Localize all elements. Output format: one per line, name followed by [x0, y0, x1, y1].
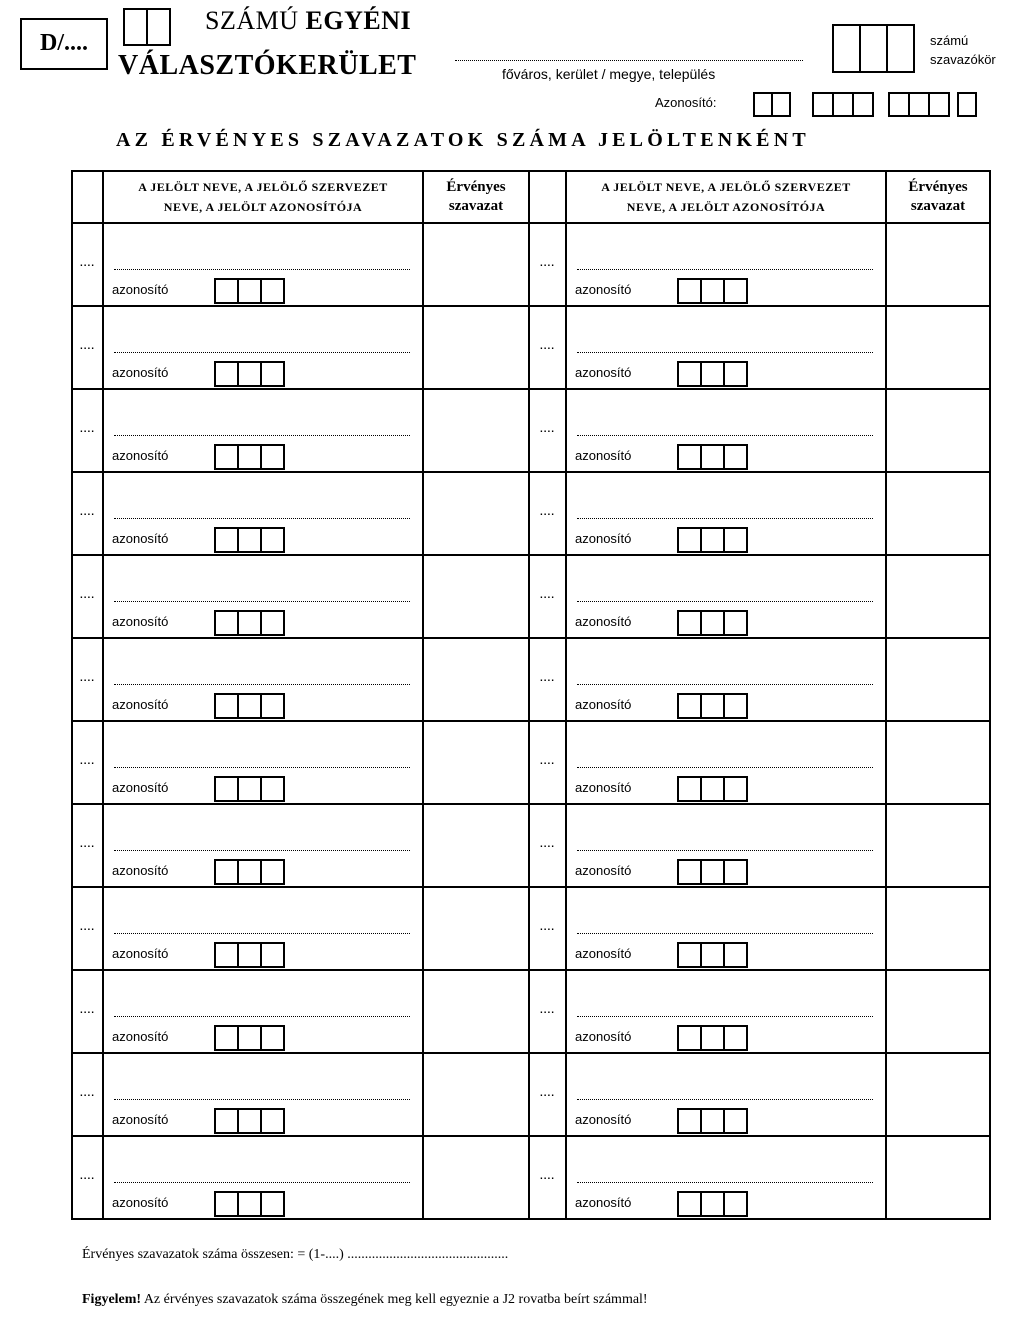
id-field-label: azonosító — [112, 780, 169, 795]
candidate-id-boxes[interactable] — [216, 693, 285, 719]
id-field-label: azonosító — [575, 1029, 632, 1044]
row-number-left[interactable]: .... — [72, 223, 103, 306]
candidate-id-boxes[interactable] — [679, 527, 748, 553]
candidate-id-boxes[interactable] — [679, 361, 748, 387]
table-row — [72, 1136, 990, 1219]
candidate-id-boxes[interactable] — [216, 278, 285, 304]
title-line-1: SZÁMÚ EGYÉNI — [205, 6, 412, 35]
row-number-right[interactable]: .... — [529, 472, 566, 555]
location-dotted-line[interactable] — [455, 60, 803, 61]
valid-votes-right[interactable] — [886, 970, 990, 1053]
id-field-label: azonosító — [575, 1112, 632, 1127]
candidate-id-boxes[interactable] — [216, 361, 285, 387]
candidate-id-boxes[interactable] — [679, 278, 748, 304]
header-number-left — [72, 171, 103, 223]
candidate-id-boxes[interactable] — [679, 444, 748, 470]
table-row — [72, 887, 990, 970]
row-number-left[interactable]: .... — [72, 804, 103, 887]
candidate-cell-left — [103, 306, 423, 389]
candidate-id-boxes[interactable] — [216, 859, 285, 885]
id-field-label: azonosító — [112, 863, 169, 878]
valid-votes-left[interactable] — [423, 472, 529, 555]
candidate-cell-right — [566, 638, 886, 721]
candidate-cell-right — [566, 223, 886, 306]
id-field-label: azonosító — [112, 365, 169, 380]
table-row — [72, 472, 990, 555]
id-field-label: azonosító — [575, 697, 632, 712]
candidate-cell-left — [103, 389, 423, 472]
station-number-boxes[interactable] — [832, 24, 915, 73]
row-number-left[interactable]: .... — [72, 306, 103, 389]
id-field-label: azonosító — [575, 614, 632, 629]
candidate-cell-right — [566, 306, 886, 389]
candidate-cell-left — [103, 721, 423, 804]
warning-note — [82, 1292, 648, 1308]
candidate-name-line[interactable] — [577, 352, 873, 353]
table-row — [72, 970, 990, 1053]
candidate-name-line[interactable] — [114, 518, 410, 519]
table-row — [72, 555, 990, 638]
id-field-label: azonosító — [112, 1029, 169, 1044]
candidate-cell-left — [103, 1053, 423, 1136]
valid-votes-left[interactable] — [423, 804, 529, 887]
valid-votes-right[interactable] — [886, 887, 990, 970]
header-votes-left: Érvényes szavazat — [423, 171, 529, 223]
candidate-cell-left — [103, 970, 423, 1053]
candidate-cell-left — [103, 472, 423, 555]
valid-votes-right[interactable] — [886, 472, 990, 555]
candidate-cell-right — [566, 1053, 886, 1136]
row-number-right[interactable]: .... — [529, 970, 566, 1053]
row-number-left[interactable]: .... — [72, 638, 103, 721]
valid-votes-left[interactable] — [423, 970, 529, 1053]
candidate-votes-table — [71, 170, 991, 1220]
table-row — [72, 804, 990, 887]
id-field-label: azonosító — [575, 780, 632, 795]
valid-votes-right[interactable] — [886, 1136, 990, 1219]
candidate-cell-right — [566, 721, 886, 804]
id-field-label: azonosító — [575, 531, 632, 546]
candidate-cell-right — [566, 555, 886, 638]
candidate-name-line[interactable] — [577, 518, 873, 519]
row-number-right[interactable]: .... — [529, 804, 566, 887]
row-number-right[interactable]: .... — [529, 555, 566, 638]
row-number-left[interactable]: .... — [72, 472, 103, 555]
candidate-id-boxes[interactable] — [216, 444, 285, 470]
id-field-label: azonosító — [112, 282, 169, 297]
candidate-name-line[interactable] — [114, 1099, 410, 1100]
candidate-id-boxes[interactable] — [679, 776, 748, 802]
candidate-id-boxes[interactable] — [679, 693, 748, 719]
district-code-label: D/.... — [40, 30, 88, 56]
candidate-name-line[interactable] — [114, 269, 410, 270]
candidate-name-line[interactable] — [577, 1182, 873, 1183]
candidate-cell-left — [103, 555, 423, 638]
header-name-right: A JELÖLT NEVE, A JELÖLŐ SZERVEZET NEVE, A JELÖLT AZONOSÍTÓJA — [566, 171, 886, 223]
row-number-right[interactable]: .... — [529, 1053, 566, 1136]
valid-votes-right[interactable] — [886, 223, 990, 306]
candidate-cell-right — [566, 472, 886, 555]
candidate-id-boxes[interactable] — [216, 1191, 285, 1217]
candidate-cell-right — [566, 970, 886, 1053]
candidate-cell-right — [566, 389, 886, 472]
id-field-label: azonosító — [112, 531, 169, 546]
candidate-name-line[interactable] — [577, 1016, 873, 1017]
id-label: Azonosító: — [655, 95, 717, 110]
valid-votes-left[interactable] — [423, 389, 529, 472]
id-field-label: azonosító — [575, 863, 632, 878]
candidate-id-boxes[interactable] — [679, 942, 748, 968]
candidate-id-boxes[interactable] — [216, 942, 285, 968]
table-row — [72, 223, 990, 306]
station-label-2: szavazókör — [930, 52, 996, 67]
title-line-2: VÁLASZTÓKERÜLET — [118, 50, 417, 81]
valid-votes-right[interactable] — [886, 721, 990, 804]
candidate-cell-left — [103, 223, 423, 306]
valid-votes-right[interactable] — [886, 804, 990, 887]
warning-text: Az érvényes szavazatok száma összegének meg kell egyeznie a J2 rovatba beírt számmal! — [141, 1292, 648, 1307]
candidate-id-boxes[interactable] — [216, 1108, 285, 1134]
candidate-cell-right — [566, 1136, 886, 1219]
row-number-right[interactable]: .... — [529, 638, 566, 721]
location-caption: főváros, kerület / megye, település — [502, 66, 716, 82]
row-number-left[interactable]: .... — [72, 1053, 103, 1136]
valid-votes-left[interactable] — [423, 887, 529, 970]
valid-votes-left[interactable] — [423, 1053, 529, 1136]
id-boxes-group-3[interactable] — [888, 92, 950, 117]
table-row — [72, 638, 990, 721]
warning-label: Figyelem! — [82, 1292, 142, 1307]
row-number-left[interactable]: .... — [72, 887, 103, 970]
valid-votes-left[interactable] — [423, 721, 529, 804]
candidate-cell-left — [103, 887, 423, 970]
valid-votes-left[interactable] — [423, 1136, 529, 1219]
id-field-label: azonosító — [112, 946, 169, 961]
candidate-name-line[interactable] — [114, 850, 410, 851]
candidate-cell-right — [566, 804, 886, 887]
candidate-name-line[interactable] — [577, 435, 873, 436]
valid-votes-right[interactable] — [886, 389, 990, 472]
id-field-label: azonosító — [112, 448, 169, 463]
valid-votes-right[interactable] — [886, 1053, 990, 1136]
district-number-boxes[interactable] — [123, 8, 171, 46]
id-boxes-group-1[interactable] — [753, 92, 791, 117]
candidate-id-boxes[interactable] — [679, 859, 748, 885]
row-number-right[interactable]: .... — [529, 223, 566, 306]
candidate-name-line[interactable] — [577, 933, 873, 934]
candidate-id-boxes[interactable] — [216, 610, 285, 636]
candidate-name-line[interactable] — [114, 1016, 410, 1017]
candidate-cell-right — [566, 887, 886, 970]
header-number-right — [529, 171, 566, 223]
table-row — [72, 389, 990, 472]
header-votes-right: Érvényes szavazat — [886, 171, 990, 223]
valid-votes-left[interactable] — [423, 306, 529, 389]
id-field-label: azonosító — [112, 1112, 169, 1127]
candidate-name-line[interactable] — [114, 352, 410, 353]
candidate-name-line[interactable] — [114, 767, 410, 768]
row-number-left[interactable]: .... — [72, 389, 103, 472]
id-field-label: azonosító — [575, 282, 632, 297]
row-number-left[interactable]: .... — [72, 970, 103, 1053]
valid-votes-left[interactable] — [423, 223, 529, 306]
table-row — [72, 1053, 990, 1136]
valid-votes-right[interactable] — [886, 638, 990, 721]
table-row — [72, 721, 990, 804]
candidate-name-line[interactable] — [577, 1099, 873, 1100]
candidate-id-boxes[interactable] — [679, 1191, 748, 1217]
candidate-cell-left — [103, 1136, 423, 1219]
candidate-id-boxes[interactable] — [216, 527, 285, 553]
candidate-name-line[interactable] — [577, 767, 873, 768]
id-boxes-group-2[interactable] — [812, 92, 874, 117]
valid-votes-left[interactable] — [423, 555, 529, 638]
station-label-1: számú — [930, 33, 969, 48]
row-number-left[interactable]: .... — [72, 555, 103, 638]
row-number-right[interactable]: .... — [529, 721, 566, 804]
id-field-label: azonosító — [112, 697, 169, 712]
candidate-name-line[interactable] — [577, 850, 873, 851]
candidate-name-line[interactable] — [577, 601, 873, 602]
row-number-right[interactable]: .... — [529, 306, 566, 389]
candidate-cell-left — [103, 638, 423, 721]
candidate-name-line[interactable] — [114, 1182, 410, 1183]
row-number-left[interactable]: .... — [72, 721, 103, 804]
valid-votes-right[interactable] — [886, 306, 990, 389]
id-field-label: azonosító — [112, 614, 169, 629]
valid-votes-left[interactable] — [423, 638, 529, 721]
section-title: AZ ÉRVÉNYES SZAVAZATOK SZÁMA JELÖLTENKÉNT — [116, 129, 810, 151]
id-field-label: azonosító — [575, 1195, 632, 1210]
id-field-label: azonosító — [575, 448, 632, 463]
header-name-left: A JELÖLT NEVE, A JELÖLŐ SZERVEZET NEVE, A JELÖLT AZONOSÍTÓJA — [103, 171, 423, 223]
table-header-row — [72, 171, 990, 223]
row-number-right[interactable]: .... — [529, 389, 566, 472]
candidate-id-boxes[interactable] — [679, 1025, 748, 1051]
candidate-name-line[interactable] — [114, 933, 410, 934]
id-field-label: azonosító — [112, 1195, 169, 1210]
candidate-cell-left — [103, 804, 423, 887]
id-field-label: azonosító — [575, 946, 632, 961]
candidate-name-line[interactable] — [577, 684, 873, 685]
id-boxes-group-4[interactable] — [957, 92, 977, 117]
candidate-name-line[interactable] — [114, 684, 410, 685]
total-valid-votes-line[interactable]: Érvényes szavazatok száma összesen: = (1-....) .............................................. — [82, 1247, 509, 1262]
candidate-name-line[interactable] — [114, 435, 410, 436]
id-field-label: azonosító — [575, 365, 632, 380]
candidate-name-line[interactable] — [577, 269, 873, 270]
candidate-id-boxes[interactable] — [679, 1108, 748, 1134]
candidate-name-line[interactable] — [114, 601, 410, 602]
row-number-left[interactable]: .... — [72, 1136, 103, 1219]
candidate-id-boxes[interactable] — [216, 776, 285, 802]
candidate-id-boxes[interactable] — [216, 1025, 285, 1051]
row-number-right[interactable]: .... — [529, 1136, 566, 1219]
valid-votes-right[interactable] — [886, 555, 990, 638]
table-row — [72, 306, 990, 389]
candidate-id-boxes[interactable] — [679, 610, 748, 636]
row-number-right[interactable]: .... — [529, 887, 566, 970]
